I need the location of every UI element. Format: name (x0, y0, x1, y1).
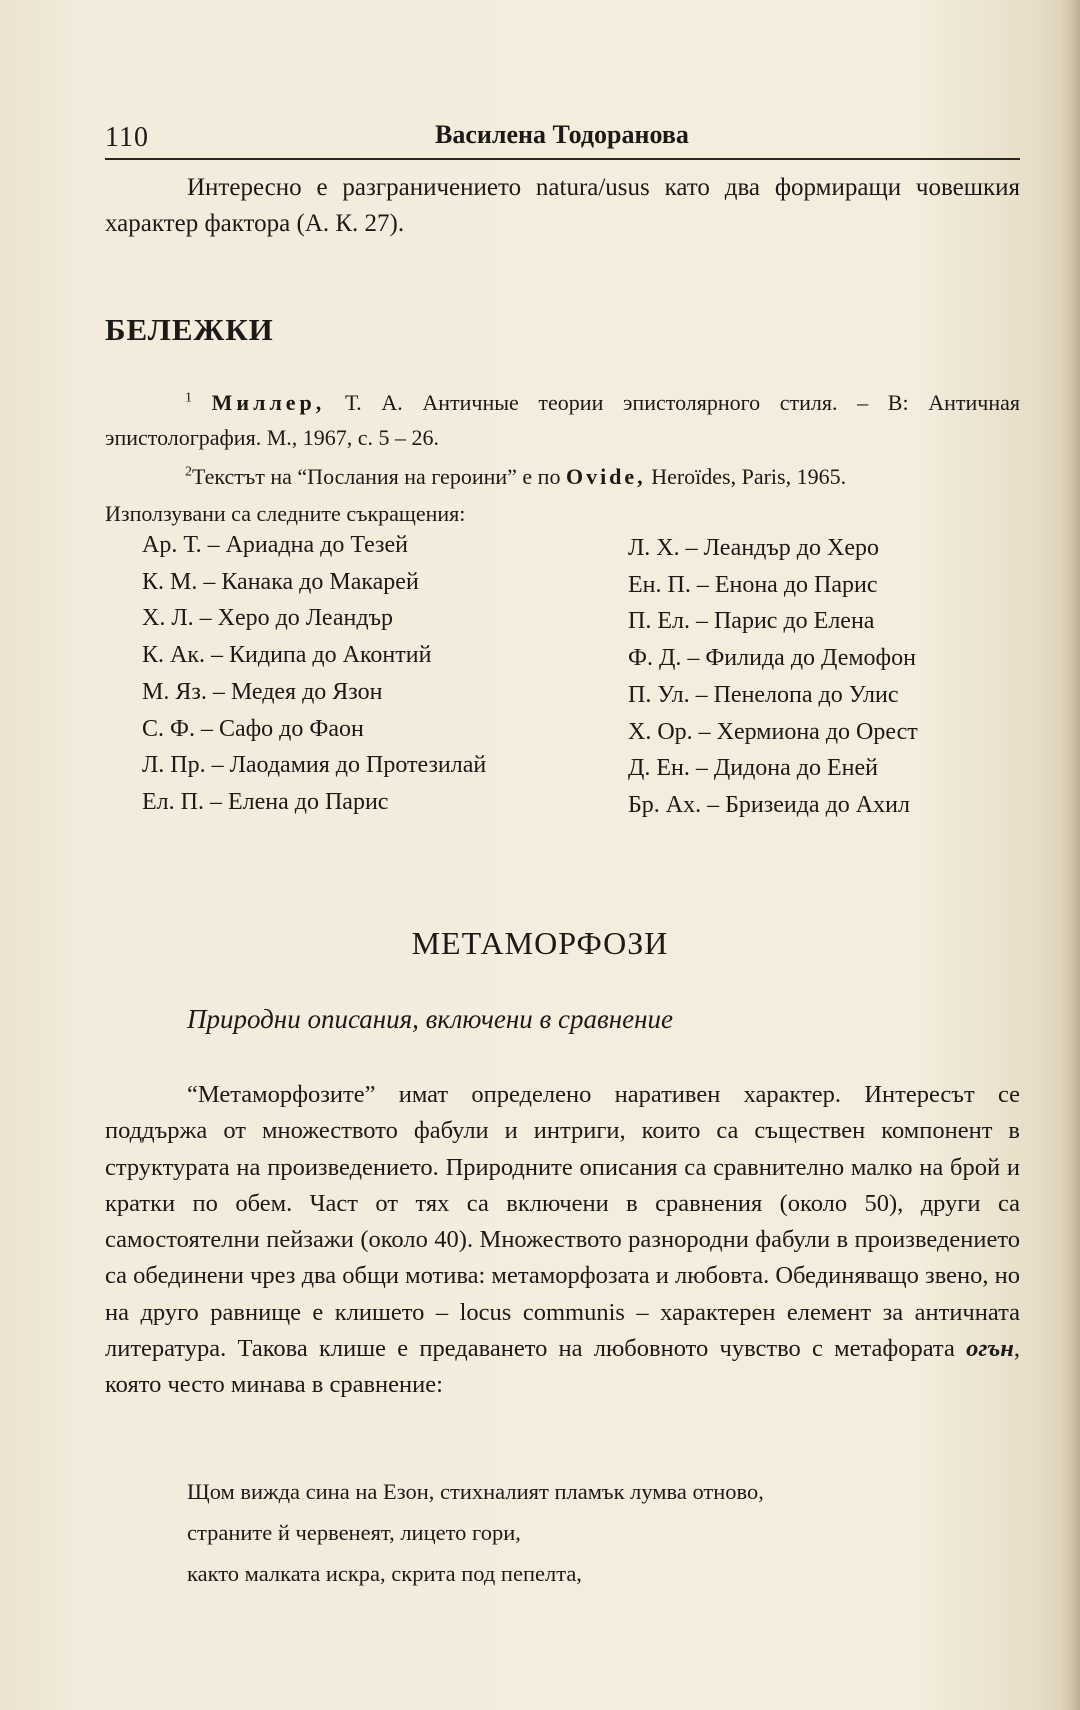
abbreviation-item: С. Ф. – Сафо до Фаон (142, 715, 364, 742)
intro-paragraph: Интересно е разграничението natura/usus като два формиращи човешкия характер фактора (А. К. 27). (105, 174, 1020, 237)
abbreviation-item: М. Яз. – Медея до Язон (142, 678, 383, 705)
abbreviation-item: Ел. П. – Елена до Парис (142, 788, 389, 815)
section-title: МЕТАМОРФОЗИ (411, 925, 669, 961)
body-paragraph (105, 1077, 1020, 1404)
footnote-2-pre: Текстът на “Послания на героини” е по (192, 464, 566, 489)
footnote-1-text: Т. А. Античные теории эпистолярного стиля. – В: Античная эпистолография. М., 1967, с. 5 – 26. (105, 390, 1021, 450)
abbreviation-item: П. Ул. – Пенелопа до Улис (628, 681, 899, 708)
footnote-2-marker: 2 (185, 464, 192, 480)
abbreviation-item: Л. Пр. – Лаодамия до Протезилай (142, 752, 487, 779)
body-text-post: , която често минава в сравнение: (105, 1335, 1020, 1399)
abbreviations-right-column (628, 530, 918, 824)
page-number: 110 (105, 122, 149, 153)
verse-quote (187, 1471, 764, 1594)
abbreviation-item: К. М. – Канака до Макарей (142, 568, 419, 595)
abbreviation-item: Д. Ен. – Дидона до Еней (628, 755, 879, 782)
abbreviation-item: Х. Ор. – Хермиона до Орест (628, 718, 918, 745)
body-text-pre: “Метаморфозите” имат определено наративен характер. Интересът се поддържа от множеството фабули и интриги, които са съществен компонент в структурата на произведението. Природните описания са сравнително малко на брой и кратки по обем. Част от тях са включени в сравнения (около 50), други са самостоятелни пейзажи (около 40). Множеството разнородни фабули в произведението са обединени чрез два общи мотива: метаморфозата и любовта. Обединяващо звено, но на друго равнище е клишето – locus communis – характерен елемент за античната литература. Такова клише е предаването на любовното чувство с метафората (105, 1081, 1020, 1363)
abbreviations-left-column (142, 527, 486, 821)
abbreviation-item: Бр. Ах. – Бризеида до Ахил (628, 791, 910, 818)
section-subtitle: Природни описания, включени в сравнение (187, 1004, 673, 1034)
footnote-1-marker: 1 (185, 390, 192, 406)
notes-heading: БЕЛЕЖКИ (105, 312, 274, 347)
verse-line: Щом вижда сина на Езон, стихналият пламък лумва отново, (187, 1479, 764, 1504)
footnote-1 (105, 385, 1020, 455)
body-emphasis: огън (966, 1335, 1014, 1363)
abbreviation-item: К. Ак. – Кидипа до Аконтий (142, 642, 432, 669)
footnote-2-author: Ovide, (565, 464, 646, 489)
abbreviation-item: Ф. Д. – Филида до Демофон (628, 645, 916, 672)
abbreviation-item: Ен. П. – Енона до Парис (628, 571, 878, 598)
verse-line: както малката искра, скрита под пепелта, (187, 1561, 582, 1586)
abbreviations-intro: Използувани са следните съкращения: (105, 501, 466, 526)
footnote-2-post: Heroïdes, Paris, 1965. (645, 464, 847, 489)
abbreviation-item: Х. Л. – Херо до Леандър (142, 605, 393, 632)
abbreviation-item: П. Ел. – Парис до Елена (628, 608, 875, 635)
running-head-author: Василена Тодоранова (435, 120, 689, 149)
abbreviation-item: Л. Х. – Леандър до Херо (628, 535, 879, 561)
page-edge (1058, 0, 1080, 1710)
abbreviation-item: Ар. Т. – Ариадна до Тезей (142, 532, 409, 558)
footnote-2 (105, 459, 1020, 494)
running-header (105, 118, 1020, 160)
verse-line: страните й червенеят, лицето гори, (187, 1520, 521, 1545)
footnote-1-author: Миллер, (211, 390, 326, 415)
